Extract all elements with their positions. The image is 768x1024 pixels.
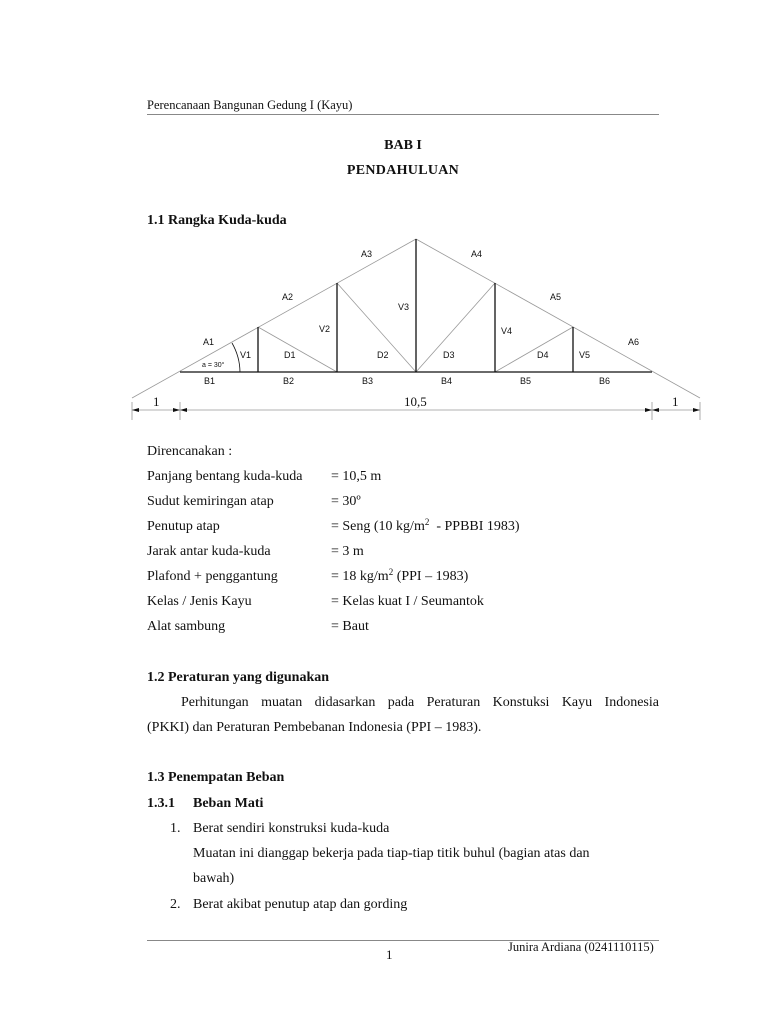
label-a2: A2 [282, 292, 294, 302]
arrow-icon [132, 408, 139, 412]
page-number: 1 [386, 947, 393, 962]
arrow-icon [180, 408, 187, 412]
label-b2: B2 [283, 376, 295, 386]
dim-right-overhang: 1 [672, 394, 679, 409]
dim-span: 10,5 [404, 394, 427, 409]
arrow-icon [652, 408, 659, 412]
spec-label: Penutup atap [147, 519, 220, 534]
spec-value: = Seng (10 $kg/m^2$ - PPBBI 1983) [331, 517, 520, 534]
label-a3: A3 [361, 249, 373, 259]
spec-label: Sudut kemiringan atap [147, 494, 274, 509]
arrow-icon [173, 408, 180, 412]
section-1-2-title: 1.2 Peraturan yang digunakan [147, 670, 330, 685]
chapter-title: PENDAHULUAN [346, 163, 460, 178]
spec-value: = 18 $kg/m^2$ (PPI – 1983) [331, 567, 469, 584]
spec-label: Plafond + penggantung [147, 569, 278, 584]
list-item-detail: bawah) [193, 871, 235, 886]
paragraph-line: (PKKI) dan Peraturan Pembebanan Indonesia (PPI – 1983). [147, 720, 482, 735]
subsection-title: Beban Mati [193, 796, 264, 811]
label-v3: V3 [398, 302, 410, 312]
spec-label: Kelas / Jenis Kayu [147, 594, 252, 609]
section-1-3-title: 1.3 Penempatan Beban [147, 770, 285, 785]
label-d2: D2 [377, 350, 389, 360]
label-b4: B4 [441, 376, 453, 386]
dim-left-overhang: 1 [153, 394, 160, 409]
label-v4: V4 [501, 326, 513, 336]
label-d3: D3 [443, 350, 455, 360]
spec-label: Jarak antar kuda-kuda [147, 544, 271, 559]
label-a5: A5 [550, 292, 562, 302]
spec-value: = Baut [331, 619, 369, 634]
paragraph-line: Perhitungan muatan didasarkan pada Peraturan Konstuksi Kayu Indonesia [181, 695, 659, 710]
footer-author: Junira Ardiana (0241110115) [508, 940, 654, 954]
header-rule [147, 114, 659, 115]
spec-value: = Kelas kuat I / Seumantok [331, 594, 484, 609]
label-v1: V1 [240, 350, 252, 360]
label-a1: A1 [203, 337, 215, 347]
label-b3: B3 [362, 376, 374, 386]
section-1-1-title: 1.1 Rangka Kuda-kuda [147, 213, 287, 228]
list-item-text: Berat sendiri konstruksi kuda-kuda [193, 821, 390, 836]
label-b5: B5 [520, 376, 532, 386]
label-b6: B6 [599, 376, 611, 386]
angle-label: a = 30° [202, 362, 225, 369]
truss-diagram [0, 230, 768, 430]
spec-value: = 3 m [331, 544, 364, 559]
spec-value: = 10,5 m [331, 469, 382, 484]
spec-label: Panjang bentang kuda-kuda [147, 469, 303, 484]
label-v2: V2 [319, 324, 331, 334]
list-item-text: Berat akibat penutup atap dan gording [193, 897, 408, 912]
angle-arc [232, 343, 240, 372]
running-header: Perencanaan Bangunan Gedung I (Kayu) [147, 98, 353, 112]
list-item-number: 2. [170, 897, 181, 912]
subsection-number: 1.3.1 [147, 796, 175, 811]
spec-value: = 30º [331, 494, 361, 509]
list-item-detail: Muatan ini dianggap bekerja pada tiap-tiap titik buhul (bagian atas dan [193, 846, 590, 861]
label-a4: A4 [471, 249, 483, 259]
label-a6: A6 [628, 337, 640, 347]
chapter-number: BAB I [384, 138, 422, 153]
top-chord-right [416, 239, 700, 398]
label-v5: V5 [579, 350, 591, 360]
specs-intro: Direncanakan : [147, 444, 233, 459]
list-item-number: 1. [170, 821, 181, 836]
label-d4: D4 [537, 350, 549, 360]
label-b1: B1 [204, 376, 216, 386]
arrow-icon [645, 408, 652, 412]
top-chord-left [132, 239, 416, 398]
spec-label: Alat sambung [147, 619, 226, 634]
diagonal-d3-line [416, 283, 495, 372]
label-d1: D1 [284, 350, 296, 360]
arrow-icon [693, 408, 700, 412]
